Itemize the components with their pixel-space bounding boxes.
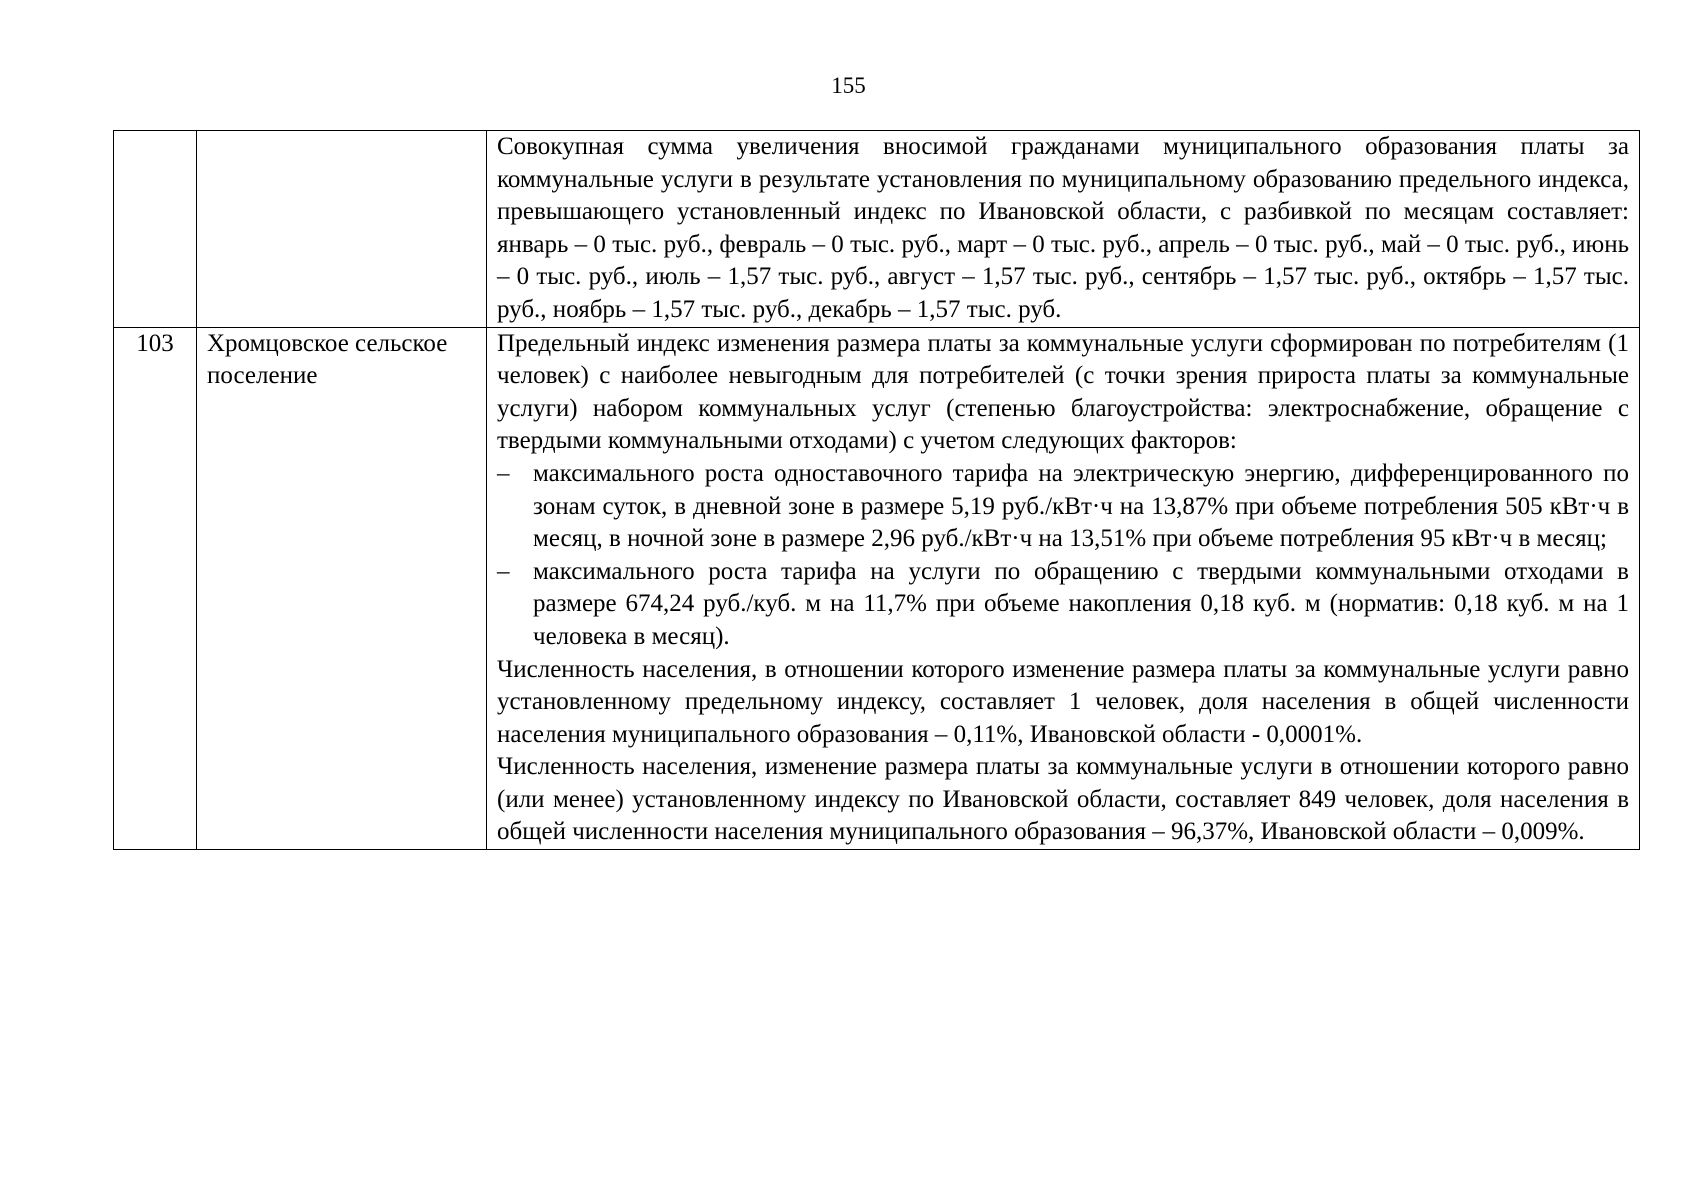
table-row-103	[114, 327, 1640, 850]
index-intro-paragraph: Предельный индекс изменения размера платы за коммунальные услуги сформирован по потребителям (1 человек) с наиболее невыгодным для потребителей (с точки зрения прироста платы за коммунальные услуги) набором коммунальных услуг (степенью благоустройства: электроснабжение, обращение с твердыми коммунальными отходами) с учетом следующих факторов:	[497, 329, 1629, 455]
dash-bullet: –	[497, 557, 510, 585]
factor-text: максимального роста одноставочного тарифа на электрическую энергию, дифференцированного по зонам суток, в дневной зоне в размере 5,19 руб./кВт·ч на 13,87% при объеме потребления 505 кВт·ч в месяц, в ночной зоне в размере 2,96 руб./кВт·ч на 13,51% при объеме потребления 95 кВт·ч в месяц;	[533, 459, 1629, 553]
row-number-cell	[114, 131, 197, 328]
population-below-index-paragraph: Численность населения, изменение размера платы за коммунальные услуги в отношении которого равно (или менее) установленному индексу по Ивановской области, составляет 849 человек, доля населения в общей численности населения муниципального образования – 96,37%, Ивановской области – 0,009%.	[497, 753, 1629, 846]
municipality-name-cell: Хромцовское сельское поселение	[197, 327, 487, 850]
row-number-cell: 103	[114, 327, 197, 850]
population-equal-index-paragraph: Численность населения, в отношении которого изменение размера платы за коммунальные услуги равно установленному предельному индексу, составляет 1 человек, доля населения в общей численности населения муниципального образования – 0,11%, Ивановской области - 0,0001%.	[497, 655, 1629, 748]
dash-bullet: –	[497, 459, 510, 487]
factor-list-item	[497, 556, 1629, 654]
factor-text: максимального роста тарифа на услуги по обращению с твердыми коммунальными отходами в размере 674,24 руб./куб. м на 11,7% при объеме накопления 0,18 куб. м (норматив: 0,18 куб. м на 1 человека в месяц).	[533, 557, 1629, 650]
description-cell	[487, 327, 1640, 850]
table-row-continuation	[114, 131, 1640, 328]
page-number: 155	[831, 73, 866, 98]
municipality-name-cell	[197, 131, 487, 328]
municipal-index-table	[113, 130, 1640, 850]
description-cell	[487, 131, 1640, 328]
monthly-increase-paragraph: Совокупная сумма увеличения вносимой гражданами муниципального образования платы за коммунальные услуги в результате установления по муниципальному образованию предельного индекса, превышающего установленный индекс по Ивановской области, с разбивкой по месяцам составляет: январь – 0 тыс. руб., февраль – 0 тыс. руб., март – 0 тыс. руб., апрель – 0 тыс. руб., май – 0 тыс. руб., июнь – 0 тыс. руб., июль – 1,57 тыс. руб., август – 1,57 тыс. руб., сентябрь – 1,57 тыс. руб., октябрь – 1,57 тыс. руб., ноябрь – 1,57 тыс. руб., декабрь – 1,57 тыс. руб.	[497, 133, 1629, 323]
factor-list-item	[497, 458, 1629, 556]
